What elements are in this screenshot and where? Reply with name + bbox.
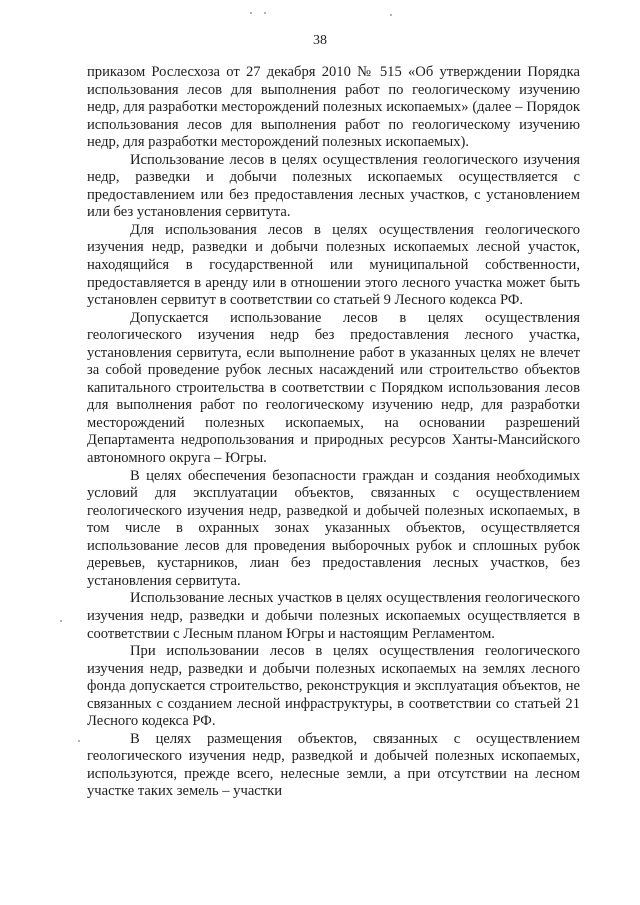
scan-speck [60, 620, 62, 622]
paragraph: При использовании лесов в целях осуществления геологического изучения недр, разведки и добычи полезных ископаемых на землях лесного фонда допускается строительство, реконструкция и эксплуатация объектов, не связанных с созданием лесной инфраструктуры, в соответствии со статьей 21 Лесного кодекса РФ. [87, 643, 580, 730]
paragraph: приказом Рослесхоза от 27 декабря 2010 № 515 «Об утверждении Порядка использования лесов для выполнения работ по геологическому изучению недр, для разработки месторождений полезных ископаемых» (далее – Порядок использования лесов для выполнения работ по геологическому изучению недр, для разработки месторождений полезных ископаемых). [87, 64, 580, 151]
scan-speck [78, 740, 80, 742]
paragraph: Для использования лесов в целях осуществления геологического изучения недр, разведки и добычи полезных ископаемых лесной участок, находящийся в государственной или муниципальной собственности, предоставляется в аренду или в отношении этого лесного участка может быть установлен сервитут в соответствии со статьей 9 Лесного кодекса РФ. [87, 221, 580, 309]
scan-speck [250, 12, 252, 14]
paragraph: Использование лесных участков в целях осуществления геологического изучения недр, разведки и добычи полезных ископаемых осуществляется в соответствии с Лесным планом Югры и настоящим Регламентом. [87, 590, 580, 642]
scan-speck [390, 14, 392, 16]
scan-speck [264, 12, 266, 14]
paragraph: Использование лесов в целях осуществления геологического изучения недр, разведки и добычи полезных ископаемых осуществляется с предоставлением или без предоставления лесных участков, с установлением или без установления сервитута. [87, 151, 580, 221]
body-text [87, 64, 580, 801]
paragraph: Допускается использование лесов в целях осуществления геологического изучения недр без предоставления лесного участка, установления сервитута, если выполнение работ в указанных целях не влечет за собой проведение рубок лесных насаждений или строительство объектов капитального строительства в соответствии с Порядком использования лесов для выполнения работ по геологическому изучению недр, для разработки месторождений полезных ископаемых, на основании разрешений Департамента недропользования и природных ресурсов Ханты-Мансийского автономного округа – Югры. [87, 309, 580, 467]
paragraph: В целях размещения объектов, связанных с осуществлением геологического изучения недр, разведкой и добычей полезных ископаемых, используются, прежде всего, нелесные земли, а при отсутствии на лесном участке таких земель – участки [87, 730, 580, 800]
page-number: 38 [313, 33, 327, 48]
paragraph: В целях обеспечения безопасности граждан и создания необходимых условий для эксплуатации объектов, связанных с осуществлением геологического изучения недр, разведкой и добычей полезных ископаемых, в том числе в охранных зонах указанных объектов, осуществляется использование лесов для проведения выборочных рубок и сплошных рубок деревьев, кустарников, лиан без предоставления лесных участков, без установления сервитута. [87, 467, 580, 589]
